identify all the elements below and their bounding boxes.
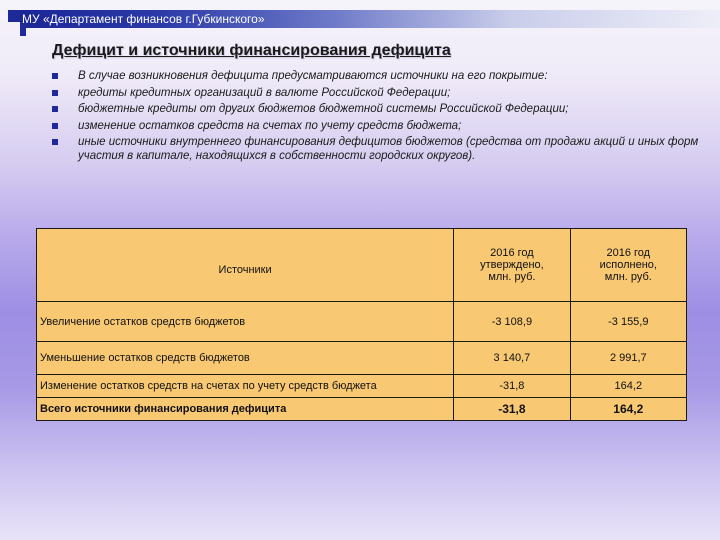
bullet-square-icon — [52, 90, 58, 96]
list-item — [52, 103, 702, 117]
list-item-text: изменение остатков средств на счетах по учету средств бюджета; — [78, 119, 462, 132]
table-header-row — [37, 229, 687, 302]
row-approved: -31,8 — [454, 398, 570, 421]
header-approved-line: млн. руб. — [488, 271, 536, 283]
table-row — [37, 342, 687, 375]
header-executed-line: млн. руб. — [604, 271, 652, 283]
table-total-row — [37, 398, 687, 421]
header-approved-line: 2016 год — [490, 247, 534, 259]
bullet-square-icon — [52, 139, 58, 145]
header-executed-line: 2016 год — [606, 247, 651, 259]
header-org-name: МУ «Департамент финансов г.Губкинского» — [22, 12, 265, 26]
table-row — [37, 375, 687, 398]
row-executed: 164,2 — [570, 398, 686, 421]
list-item-text: В случае возникновения дефицита предусматриваются источники на его покрытие: — [78, 70, 548, 82]
list-item-text: кредиты кредитных организаций в валюте Российской Федерации; — [78, 86, 451, 99]
row-label: Изменение остатков средств на счетах по учету средств бюджета — [37, 375, 454, 398]
row-executed: 2 991,7 — [570, 342, 686, 375]
header-source: Источники — [37, 229, 454, 302]
bullet-square-icon — [52, 106, 58, 112]
header-approved — [454, 229, 570, 302]
bullet-square-icon — [52, 73, 58, 79]
header-executed-line: исполнено, — [599, 259, 657, 271]
header-approved-line: утверждено, — [480, 259, 544, 271]
row-label: Увеличение остатков средств бюджетов — [37, 302, 454, 342]
row-executed: -3 155,9 — [570, 302, 686, 342]
list-item — [52, 120, 702, 134]
list-item — [52, 87, 702, 101]
row-approved: -31,8 — [454, 375, 570, 398]
bullet-list — [52, 70, 702, 166]
deficit-sources-table — [36, 228, 687, 421]
list-item — [52, 136, 702, 163]
row-label: Уменьшение остатков средств бюджетов — [37, 342, 454, 375]
row-executed: 164,2 — [570, 375, 686, 398]
row-label: Всего источники финансирования дефицита — [37, 398, 454, 421]
list-item-text: бюджетные кредиты от других бюджетов бюджетной системы Российской Федерации; — [78, 103, 569, 115]
bullet-square-icon — [52, 123, 58, 129]
page-title: Дефицит и источники финансирования дефицита — [52, 42, 451, 59]
table-row — [37, 302, 687, 342]
row-approved: -3 108,9 — [454, 302, 570, 342]
list-item — [52, 70, 702, 84]
list-item-text: иные источники внутреннего финансирования дефицитов бюджетов (средства от продажи акций и иных форм участия в капитале, находящихся в собственности городских округов). — [78, 136, 699, 162]
header-executed — [570, 229, 686, 302]
row-approved: 3 140,7 — [454, 342, 570, 375]
header-square-icon — [8, 10, 20, 22]
